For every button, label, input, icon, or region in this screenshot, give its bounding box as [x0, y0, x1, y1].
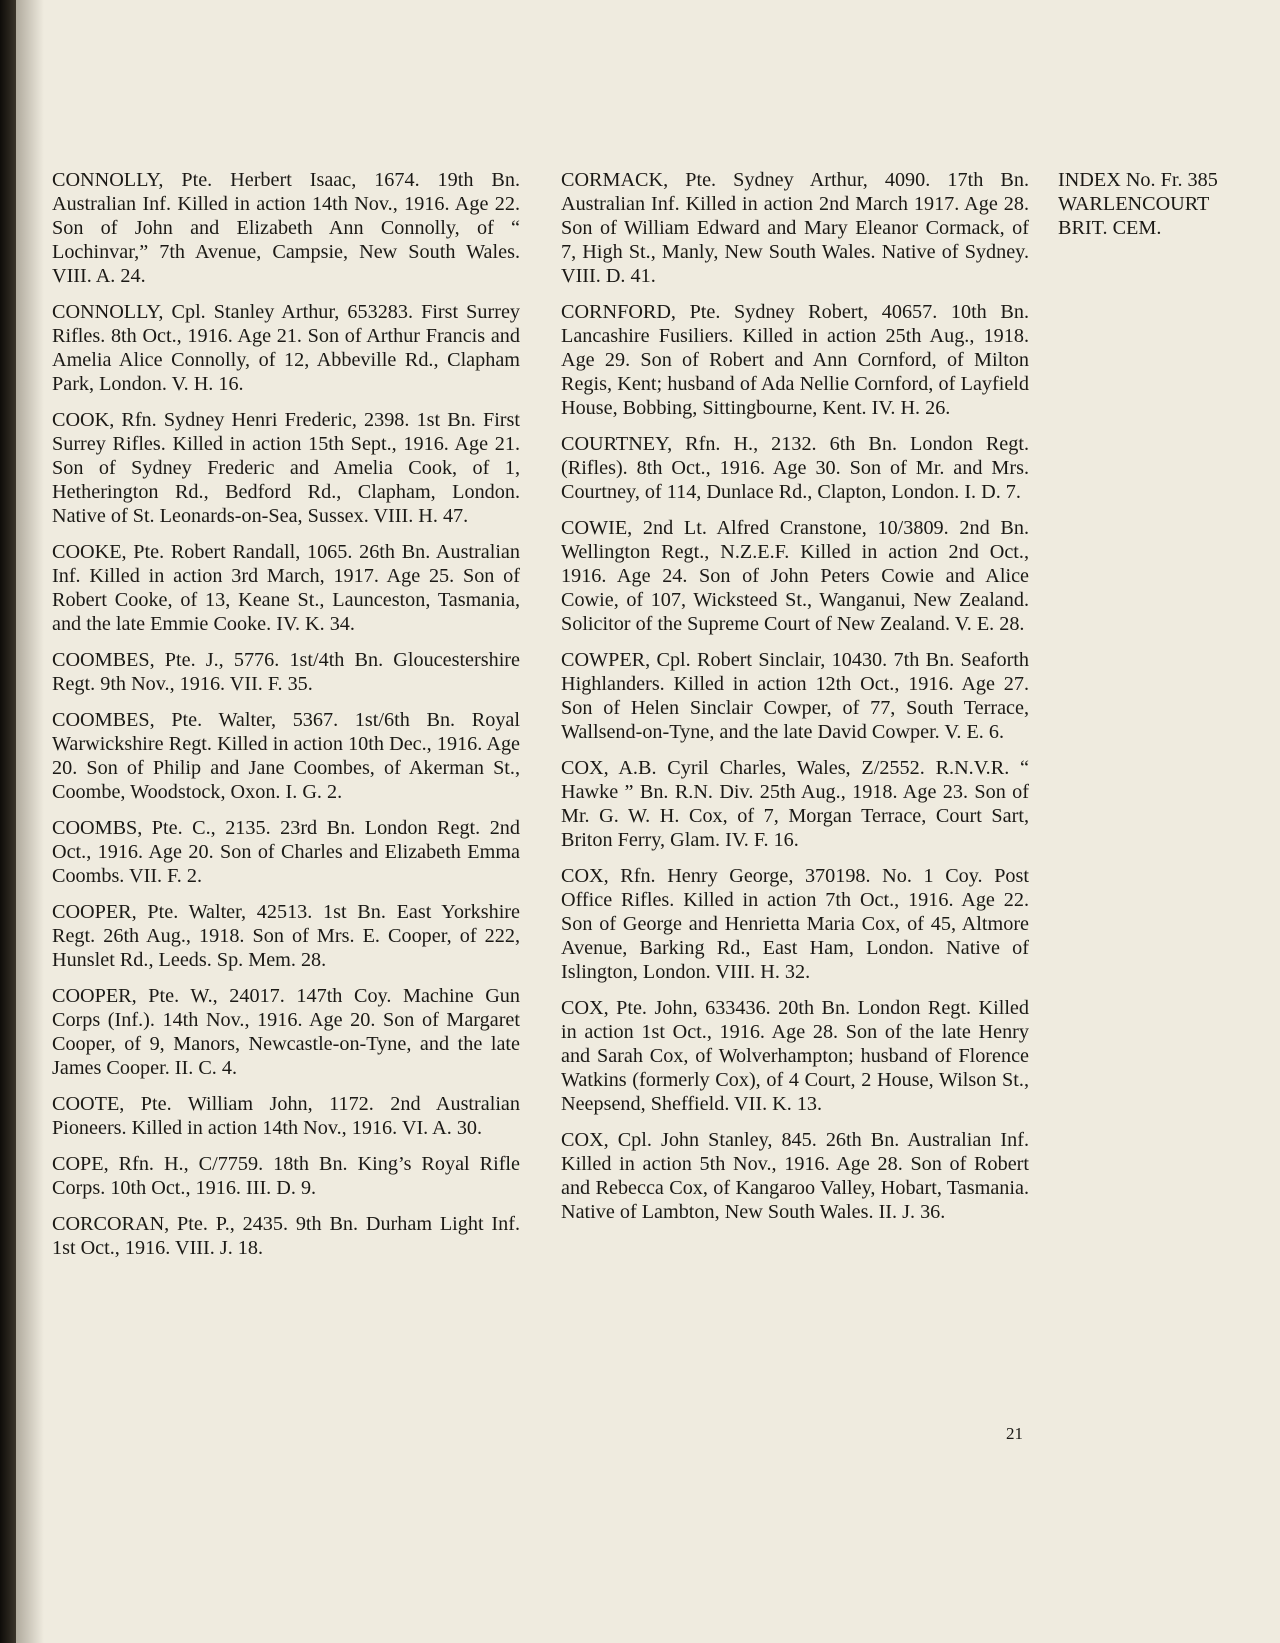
document-page	[16, 0, 1280, 1643]
cemetery-type: BRIT. CEM.	[1058, 217, 1162, 239]
register-entry: COOMBES, Pte. J., 5776. 1st/4th Bn. Gloucestershire Regt. 9th Nov., 1916. VII. F. 35.	[52, 649, 520, 695]
register-entry: CONNOLLY, Pte. Herbert Isaac, 1674. 19th Bn. Australian Inf. Killed in action 14th Nov., 1916. Age 22. Son of John and Elizabeth Ann Connolly, of “ Lochinvar,” 7th Avenue, Campsie, New South Wales. VIII. A. 24.	[52, 169, 520, 287]
register-entry: COX, Cpl. John Stanley, 845. 26th Bn. Australian Inf. Killed in action 5th Nov., 1916. Age 28. Son of Robert and Rebecca Cox, of Kangaroo Valley, Hobart, Tasmania. Native of Lambton, New South Wales. II. J. 36.	[561, 1129, 1029, 1223]
register-entry: COOPER, Pte. Walter, 42513. 1st Bn. East Yorkshire Regt. 26th Aug., 1918. Son of Mrs. E. Cooper, of 222, Hunslet Rd., Leeds. Sp. Mem. 28.	[52, 901, 520, 971]
register-entry: CORNFORD, Pte. Sydney Robert, 40657. 10th Bn. Lancashire Fusiliers. Killed in action 25th Aug., 1918. Age 29. Son of Robert and Ann Cornford, of Milton Regis, Kent; husband of Ada Nellie Cornford, of Layfield House, Bobbing, Sittingbourne, Kent. IV. H. 26.	[561, 301, 1029, 419]
register-entry: COX, Pte. John, 633436. 20th Bn. London Regt. Killed in action 1st Oct., 1916. Age 28. Son of the late Henry and Sarah Cox, of Wolverhampton; husband of Florence Watkins (formerly Cox), of 4 Court, 2 House, Wilson St., Neepsend, Sheffield. VII. K. 13.	[561, 997, 1029, 1115]
register-entry: CORMACK, Pte. Sydney Arthur, 4090. 17th Bn. Australian Inf. Killed in action 2nd March 1917. Age 28. Son of William Edward and Mary Eleanor Cormack, of 7, High St., Manly, New South Wales. Native of Sydney. VIII. D. 41.	[561, 169, 1029, 287]
book-binding	[0, 0, 16, 1643]
register-entry: COWPER, Cpl. Robert Sinclair, 10430. 7th Bn. Seaforth Highlanders. Killed in action 12th Oct., 1916. Age 27. Son of Helen Sinclair Cowper, of 77, South Terrace, Wallsend-on-Tyne, and the late David Cowper. V. E. 6.	[561, 649, 1029, 743]
register-entry: COOK, Rfn. Sydney Henri Frederic, 2398. 1st Bn. First Surrey Rifles. Killed in action 15th Sept., 1916. Age 21. Son of Sydney Frederic and Amelia Cook, of 1, Hetherington Rd., Bedford Rd., Clapham, London. Native of St. Leonards-on-Sea, Sussex. VIII. H. 47.	[52, 409, 520, 527]
register-entry: CORCORAN, Pte. P., 2435. 9th Bn. Durham Light Inf. 1st Oct., 1916. VIII. J. 18.	[52, 1213, 520, 1259]
spine-shadow	[16, 0, 44, 1643]
cemetery-name: WARLENCOURT	[1058, 193, 1210, 215]
register-entry: COX, Rfn. Henry George, 370198. No. 1 Coy. Post Office Rifles. Killed in action 7th Oct., 1916. Age 22. Son of George and Henrietta Maria Cox, of 45, Altmore Avenue, Barking Rd., East Ham, London. Native of Islington, London. VIII. H. 32.	[561, 865, 1029, 983]
index-header	[1058, 168, 1268, 240]
page-number: 21	[1006, 1424, 1023, 1443]
left-column	[52, 168, 520, 1272]
register-entry: COOMBES, Pte. Walter, 5367. 1st/6th Bn. Royal Warwickshire Regt. Killed in action 10th Dec., 1916. Age 20. Son of Philip and Jane Coombes, of Akerman St., Coombe, Woodstock, Oxon. I. G. 2.	[52, 709, 520, 803]
register-entry: COOTE, Pte. William John, 1172. 2nd Australian Pioneers. Killed in action 14th Nov., 1916. VI. A. 30.	[52, 1093, 520, 1139]
register-entry: COOPER, Pte. W., 24017. 147th Coy. Machine Gun Corps (Inf.). 14th Nov., 1916. Age 20. Son of Margaret Cooper, of 9, Manors, Newcastle-on-Tyne, and the late James Cooper. II. C. 4.	[52, 985, 520, 1079]
register-entry: COWIE, 2nd Lt. Alfred Cranstone, 10/3809. 2nd Bn. Wellington Regt., N.Z.E.F. Killed in action 2nd Oct., 1916. Age 24. Son of John Peters Cowie and Alice Cowie, of 107, Wicksteed St., Wanganui, New Zealand. Solicitor of the Supreme Court of New Zealand. V. E. 28.	[561, 517, 1029, 635]
middle-column	[561, 168, 1029, 1236]
register-entry: COURTNEY, Rfn. H., 2132. 6th Bn. London Regt. (Rifles). 8th Oct., 1916. Age 30. Son of Mr. and Mrs. Courtney, of 114, Dunlace Rd., Clapton, London. I. D. 7.	[561, 433, 1029, 503]
index-number: INDEX No. Fr. 385	[1058, 169, 1218, 191]
register-entry: COOMBS, Pte. C., 2135. 23rd Bn. London Regt. 2nd Oct., 1916. Age 20. Son of Charles and Elizabeth Emma Coombs. VII. F. 2.	[52, 817, 520, 887]
register-entry: CONNOLLY, Cpl. Stanley Arthur, 653283. First Surrey Rifles. 8th Oct., 1916. Age 21. Son of Arthur Francis and Amelia Alice Connolly, of 12, Abbeville Rd., Clapham Park, London. V. H. 16.	[52, 301, 520, 395]
register-entry: COX, A.B. Cyril Charles, Wales, Z/2552. R.N.V.R. “ Hawke ” Bn. R.N. Div. 25th Aug., 1918. Age 23. Son of Mr. G. W. H. Cox, of 7, Morgan Terrace, Court Sart, Briton Ferry, Glam. IV. F. 16.	[561, 757, 1029, 851]
register-entry: COPE, Rfn. H., C/7759. 18th Bn. King’s Royal Rifle Corps. 10th Oct., 1916. III. D. 9.	[52, 1153, 520, 1199]
register-entry: COOKE, Pte. Robert Randall, 1065. 26th Bn. Australian Inf. Killed in action 3rd March, 1917. Age 25. Son of Robert Cooke, of 13, Keane St., Launceston, Tasmania, and the late Emmie Cooke. IV. K. 34.	[52, 541, 520, 635]
